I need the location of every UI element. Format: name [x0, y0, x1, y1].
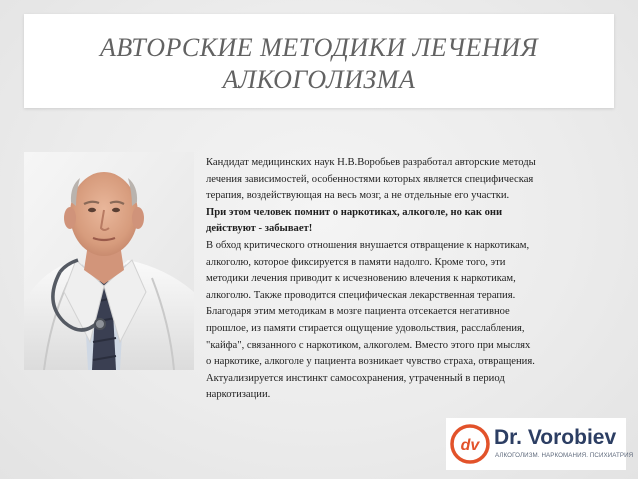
logo-name: Dr. Vorobiev	[494, 426, 617, 449]
dv-logo-mark-icon	[450, 424, 490, 464]
slide-title-line-2: АЛКОГОЛИЗМА	[222, 65, 416, 94]
slide-title-line-1: АВТОРСКИЕ МЕТОДИКИ ЛЕЧЕНИЯ	[99, 33, 539, 62]
text-line: лечения зависимостей, особенностями которых является специфическая	[206, 173, 534, 185]
text-line: алкоголю. Также проводится специфическая лекарственная терапия.	[206, 289, 516, 301]
body-text	[206, 155, 598, 404]
paragraph-method	[206, 238, 598, 404]
text-line: методики лечения приводит к исчезновению влечения к наркотикам,	[206, 273, 516, 285]
text-line: алкоголю, которое фиксируется в памяти надолго. Кроме того, эти	[206, 256, 506, 268]
text-line: Кандидат медицинских наук Н.В.Воробьев разработал авторские методы	[206, 157, 536, 168]
logo-tagline: АЛКОГОЛИЗМ. НАРКОМАНИЯ. ПСИХИАТРИЯ	[495, 452, 634, 459]
doctor-portrait-image	[24, 152, 194, 370]
text-line: При этом человек помнит о наркотиках, алкоголе, но как они	[206, 206, 503, 218]
title-box	[24, 14, 614, 108]
text-line: о наркотике, алкоголе у пациента возникает чувство страха, отвращения.	[206, 356, 535, 368]
text-line: Благодаря этим методикам в мозге пациента отсекается негативное	[206, 306, 510, 318]
slide-title	[24, 32, 614, 96]
text-line: "кайфа", связанного с наркотиком, алкоголем. Вместо этого при мыслях	[206, 339, 531, 351]
paragraph-highlight	[206, 205, 598, 238]
dr-vorobiev-logo	[446, 418, 634, 470]
text-line: прошлое, из памяти стирается ощущение удовольствия, расслабления,	[206, 322, 525, 334]
logo-mark-letters: dv	[460, 437, 480, 454]
text-line: В обход критического отношения внушается отвращение к наркотикам,	[206, 239, 530, 251]
doctor-photo	[24, 152, 194, 370]
text-line: терапия, воздействующая на весь мозг, а не отдельные его участки.	[206, 190, 510, 202]
text-line: Актуализируется инстинкт самосохранения, утраченный в период	[206, 372, 505, 384]
text-line: наркотизации.	[206, 389, 271, 401]
text-line: действуют - забывает!	[206, 223, 313, 235]
paragraph-intro	[206, 155, 598, 205]
